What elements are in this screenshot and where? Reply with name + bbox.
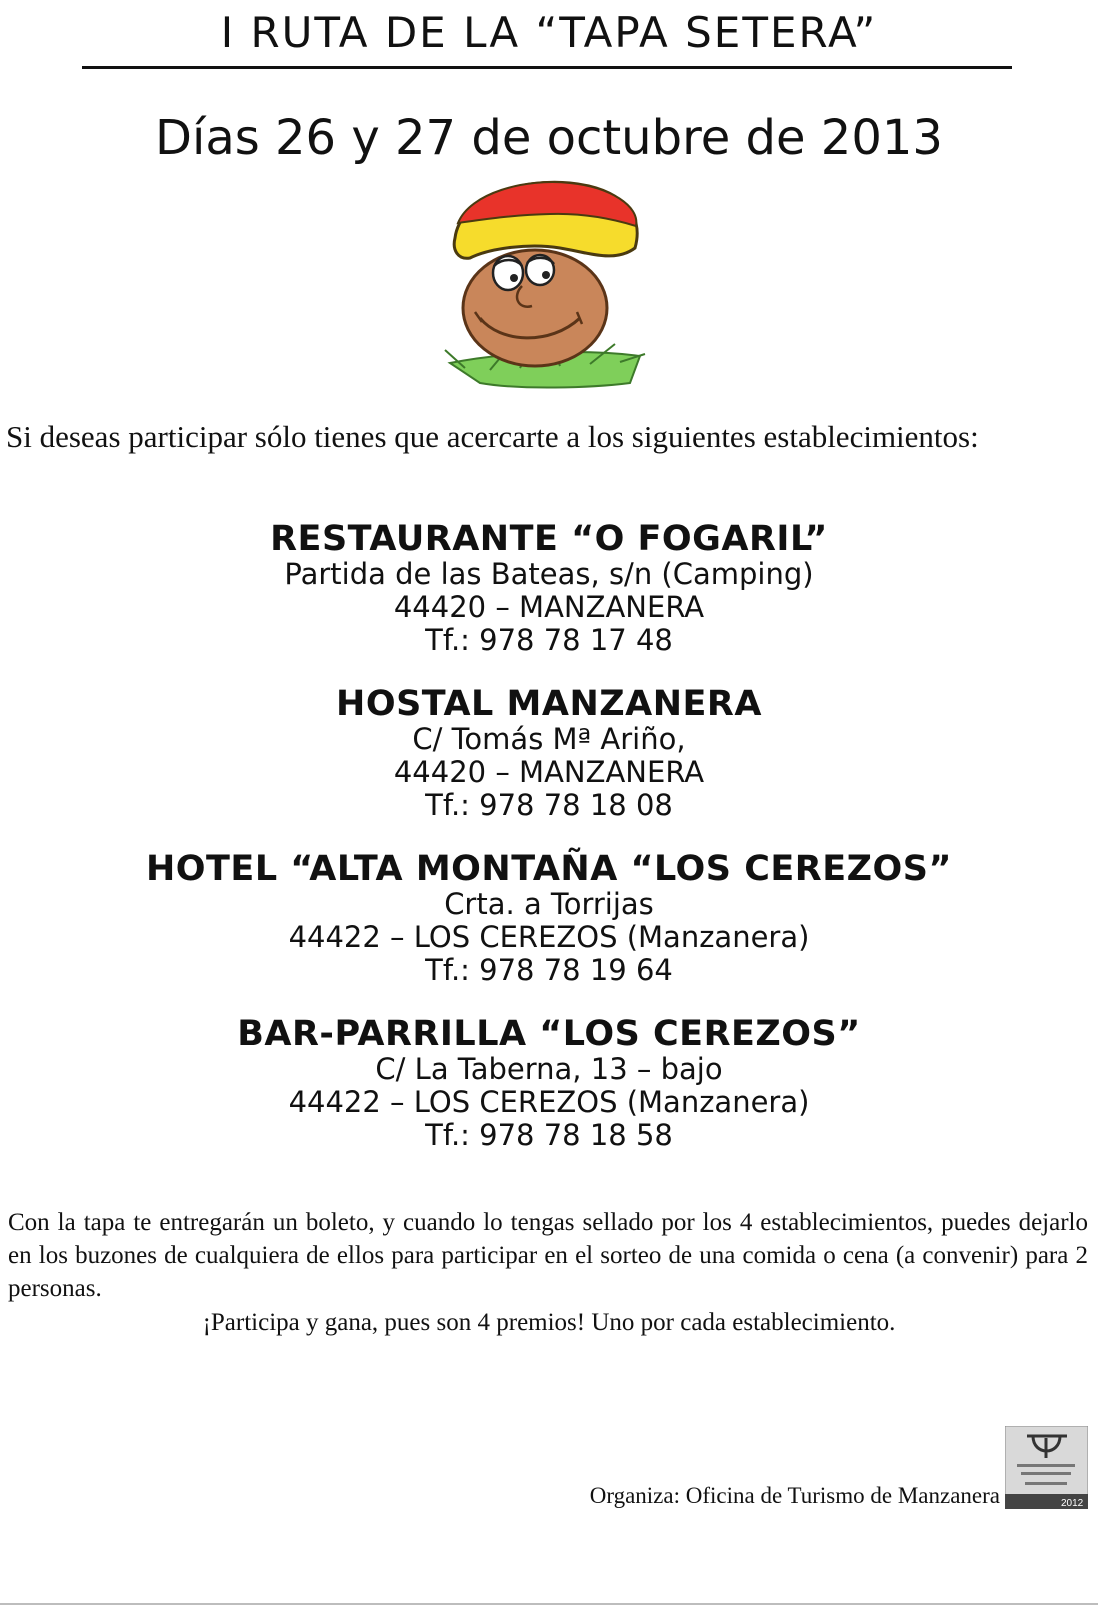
closing-paragraph: Con la tapa te entregarán un boleto, y cuando lo tengas sellado por los 4 establecimientos, puedes dejarlo en los buzones de cualquiera de ellos para participar en el sorteo de una comida o cena (a convenir) para 2 personas. xyxy=(8,1209,1088,1302)
venue-hotel-alta-montana xyxy=(0,850,1098,987)
venue-address: C/ La Taberna, 13 – bajo xyxy=(375,1052,723,1086)
venue-address: Partida de las Bateas, s/n (Camping) xyxy=(284,557,814,591)
venue-postal: 44422 – LOS CEREZOS (Manzanera) xyxy=(288,1085,810,1119)
venue-name: HOTEL “ALTA MONTAÑA “LOS CEREZOS” xyxy=(145,849,953,889)
venue-phone: Tf.: 978 78 18 58 xyxy=(425,1118,673,1152)
organizer-credit: Organiza: Oficina de Turismo de Manzanera xyxy=(589,1483,1000,1508)
venue-address: Crta. a Torrijas xyxy=(444,887,654,921)
poster-title: I RUTA DE LA “TAPA SETERA” xyxy=(220,8,878,57)
seal-text-lines xyxy=(1017,1464,1075,1467)
intro-paragraph: Si deseas participar sólo tienes que acercarte a los siguientes establecimientos: xyxy=(6,419,979,454)
venue-bar-parrilla xyxy=(0,1015,1098,1152)
seal-text-lines-2 xyxy=(1021,1472,1071,1475)
title-underline xyxy=(82,66,1012,69)
venue-address: C/ Tomás Mª Ariño, xyxy=(412,722,686,756)
seal-year: 2012 xyxy=(1061,1498,1084,1509)
venue-list xyxy=(0,520,1098,1180)
venue-phone: Tf.: 978 78 17 48 xyxy=(425,623,673,657)
venue-phone: Tf.: 978 78 18 08 xyxy=(425,788,673,822)
venue-hostal-manzanera xyxy=(0,685,1098,822)
call-to-action: ¡Participa y gana, pues son 4 premios! Uno por cada establecimiento. xyxy=(202,1309,896,1336)
venue-name: BAR-PARRILLA “LOS CEREZOS” xyxy=(237,1014,861,1054)
quality-seal-icon xyxy=(1005,1426,1088,1509)
event-dates: Días 26 y 27 de octubre de 2013 xyxy=(155,110,943,166)
left-pupil xyxy=(510,274,518,282)
venue-name: RESTAURANTE “O FOGARIL” xyxy=(270,519,828,559)
seal-text-lines-3 xyxy=(1025,1482,1067,1485)
venue-postal: 44420 – MANZANERA xyxy=(393,590,705,624)
venue-postal: 44420 – MANZANERA xyxy=(393,755,705,789)
right-pupil xyxy=(542,271,550,279)
venue-phone: Tf.: 978 78 19 64 xyxy=(425,953,673,987)
mushroom-character-icon xyxy=(440,178,660,408)
page-bottom-line xyxy=(0,1603,1098,1605)
venue-o-fogaril xyxy=(0,520,1098,657)
venue-postal: 44422 – LOS CEREZOS (Manzanera) xyxy=(288,920,810,954)
venue-name: HOSTAL MANZANERA xyxy=(336,684,762,724)
